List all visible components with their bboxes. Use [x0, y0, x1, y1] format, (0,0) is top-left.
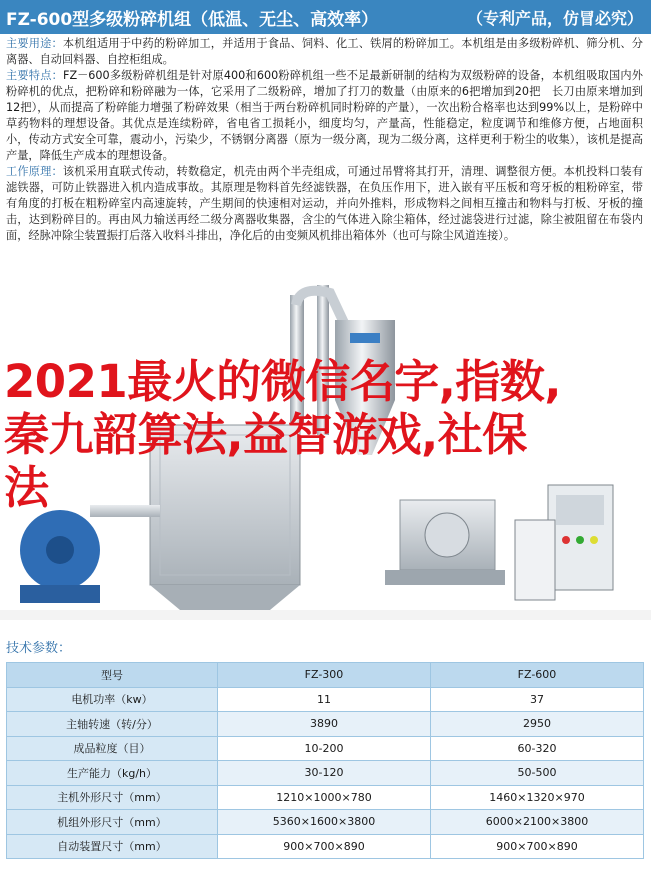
table-row [7, 834, 644, 859]
table-cell: 10-200 [218, 736, 431, 761]
features-text: FZ－600多级粉碎机组是针对原400和600粉碎机组一些不足最新研制的结构为双级粉碎的设备，本机组吸取国内外粉碎机的优点，把粉碎和粉碎融为一体，它采用了二级粉碎，增加了打刀的数量（由原来的6把增加到20把 长刀由原来增加到12把），从而提高了粉碎能力增强了粉碎效果（相当于两台粉碎机同时粉碎的产量），一次出粉合格率也达到99%以上，是粉碎中草药物料的理想设备。其优点是连续粉碎，省电省工损耗小，细度均匀，产量高，性能稳定，粒度调节和维修方便，占地面积小，传动方式安全可靠，震动小，污染少，不锈钢分离器（原为一级分离，现为二级分离，这样更利于粉尘的收集），该机是提高产量，降低生产成本的理想设备。 [6, 69, 643, 162]
col-header: FZ-600 [431, 663, 644, 688]
table-row [7, 712, 644, 737]
row-label: 主机外形尺寸（mm） [7, 785, 218, 810]
table-row [7, 785, 644, 810]
brand-plate [350, 333, 380, 343]
table-cell: 1460×1320×970 [431, 785, 644, 810]
col-header: FZ-300 [218, 663, 431, 688]
features-paragraph [6, 68, 643, 164]
col-header: 型号 [7, 663, 218, 688]
row-label: 主轴转速（转/分） [7, 712, 218, 737]
table-cell: 30-120 [218, 761, 431, 786]
usage-text: 本机组适用于中药的粉碎加工，并适用于食品、饲料、化工、铁屑的粉碎加工。本机组是由多级粉碎机、筛分机、分离器、自动回料器、自控柜组成。 [6, 37, 643, 66]
row-label: 自动装置尺寸（mm） [7, 834, 218, 859]
patent-notice: （专利产品，仿冒必究） [466, 8, 643, 28]
spec-title: 技术参数： [6, 641, 72, 656]
row-label: 成品粒度（目） [7, 736, 218, 761]
row-label: 电机功率（kw） [7, 687, 218, 712]
principle-label: 工作原理： [6, 165, 63, 178]
table-cell: 5360×1600×3800 [218, 810, 431, 835]
table-cell: 6000×2100×3800 [431, 810, 644, 835]
table-row [7, 736, 644, 761]
table-cell: 1210×1000×780 [218, 785, 431, 810]
table-row [7, 810, 644, 835]
table-cell: 60-320 [431, 736, 644, 761]
principle-text: 该机采用直联式传动，转数稳定，机壳由两个半壳组成，可通过吊臂将其打开，清理、调整很方便。本机投料口装有滤铁器，可防止铁器进入机内造成事故。其原理是物料首先经滤铁器，在负压作用下，进入嵌有平压板和弯牙板的粗粉碎室，带有角度的打板在粗粉碎室内高速旋转，产生期间的快速相对运动，并向外推料，形成物料之间相互撞击和物料与打板、牙板的撞击，达到粉碎目的。再由风力输送再经二级分离器收集器，含尘的气体进入除尘箱体，经过滤袋进行过滤，除尘被阻留在布袋内面，经脉冲除尘装置振打后落入收料斗排出，净化后的由变频风机排出箱体外（也可与除尘风道连接）。 [6, 165, 643, 242]
product-title: FZ-600型多级粉碎机组（低温、无尘、高效率） [6, 9, 379, 30]
intro-text [6, 36, 643, 244]
table-cell: 900×700×890 [431, 834, 644, 859]
row-label: 生产能力（kg/h） [7, 761, 218, 786]
table-cell: 900×700×890 [218, 834, 431, 859]
table-row [7, 761, 644, 786]
usage-paragraph [6, 36, 643, 68]
features-label: 主要特点： [6, 69, 64, 82]
usage-label: 主要用途： [6, 37, 63, 50]
header-band [0, 0, 651, 34]
table-row [7, 687, 644, 712]
table-cell: 3890 [218, 712, 431, 737]
table-cell: 37 [431, 687, 644, 712]
table-cell: 2950 [431, 712, 644, 737]
principle-paragraph [6, 164, 643, 244]
spec-header-row [7, 663, 644, 688]
overlay-headline: 2021最火的微信名字,指数,秦九韶算法,益智游戏,社保法 [4, 355, 561, 514]
table-cell: 11 [218, 687, 431, 712]
sieve-cabinet [515, 520, 555, 600]
spec-table [6, 662, 644, 859]
row-label: 机组外形尺寸（mm） [7, 810, 218, 835]
table-cell: 50-500 [431, 761, 644, 786]
